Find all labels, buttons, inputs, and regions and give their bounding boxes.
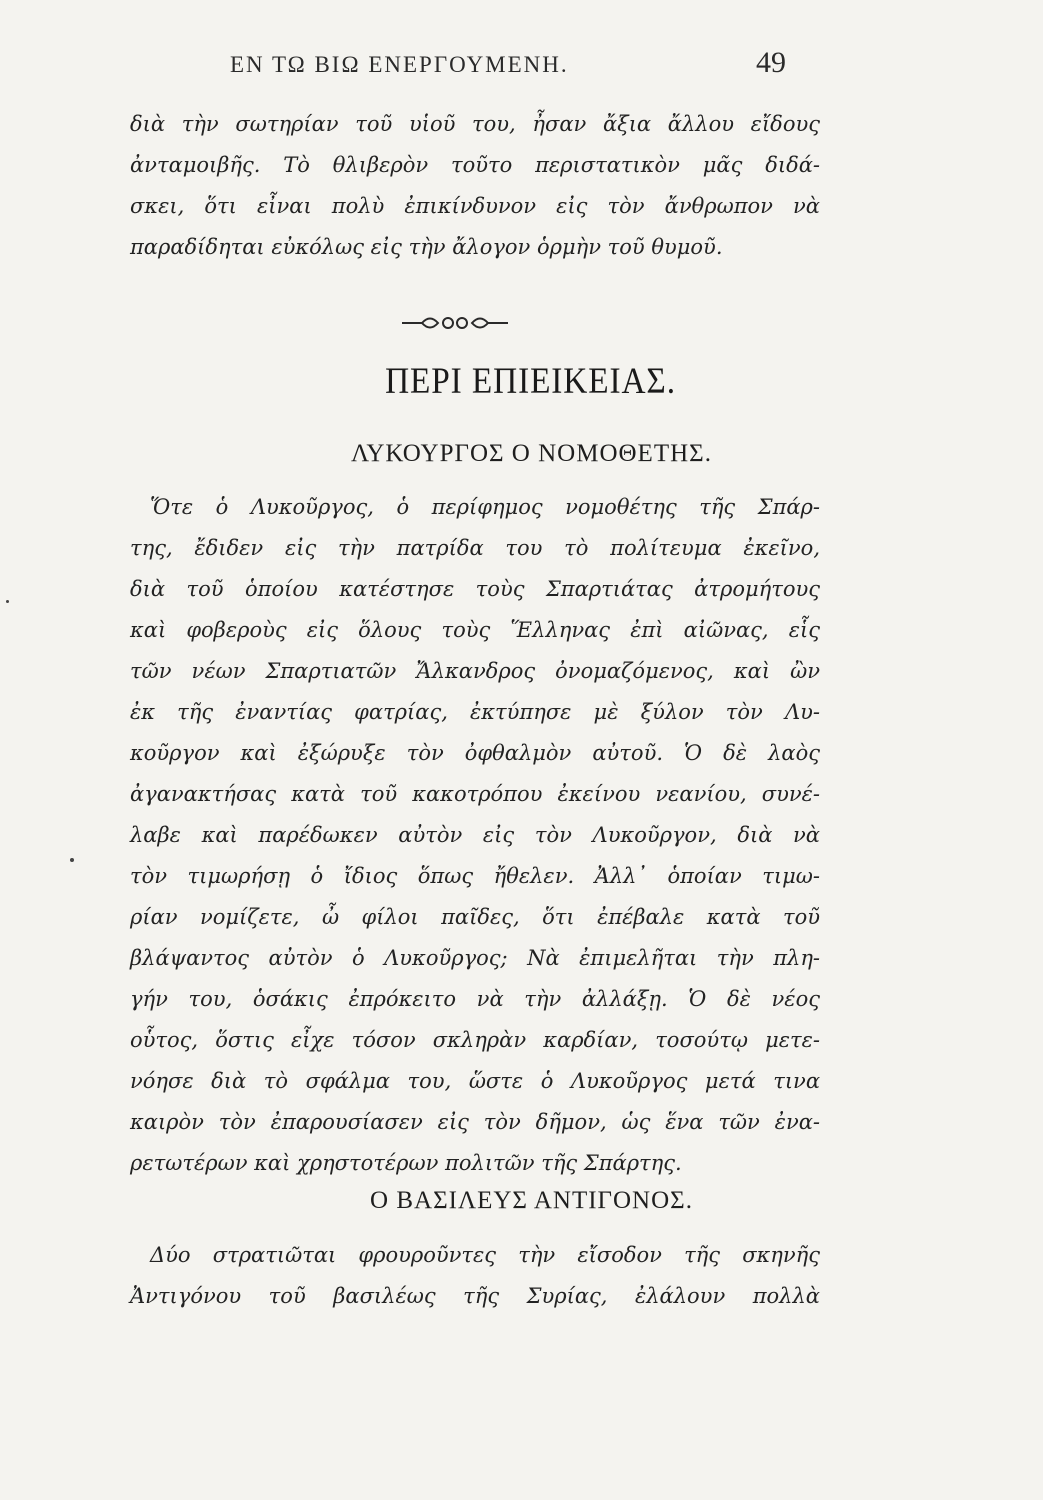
print-speck bbox=[70, 858, 74, 862]
story-paragraph-lycurgus bbox=[130, 487, 820, 1184]
text-line: βλάψαντος αὐτὸν ὁ Λυκοῦργος; Νὰ ἐπιμελῆται τὴν πλη- bbox=[130, 946, 820, 970]
text-line: Δύο στρατιῶται φρουροῦντες τὴν εἴσοδον τῆς σκηνῆς bbox=[150, 1243, 820, 1267]
text-line: ἀνταμοιβῆς. Τὸ θλιβερὸν τοῦτο περιστατικὸν μᾶς διδά- bbox=[130, 153, 820, 177]
text-line: ρίαν νομίζετε, ὦ φίλοι παῖδες, ὅτι ἐπέβαλε κατὰ τοῦ bbox=[130, 905, 820, 929]
text-line: διὰ τοῦ ὁποίου κατέστησε τοὺς Σπαρτιάτας ἀτρομήτους bbox=[130, 577, 820, 601]
running-title: ΕΝ ΤΩ ΒΙΩ ΕΝΕΡΓΟΥΜΕΝΗ. bbox=[230, 52, 569, 77]
text-line: καὶ φοβεροὺς εἰς ὅλους τοὺς Ἕλληνας ἐπὶ αἰῶνας, εἷς bbox=[130, 618, 820, 642]
text-line: κοῦργον καὶ ἐξώρυξε τὸν ὀφθαλμὸν αὐτοῦ. Ὁ δὲ λαὸς bbox=[130, 741, 820, 765]
text-line: λαβε καὶ παρέδωκεν αὐτὸν εἰς τὸν Λυκοῦργον, διὰ νὰ bbox=[130, 823, 820, 847]
text-line: ἐκ τῆς ἐναντίας φατρίας, ἐκτύπησε μὲ ξύλον τὸν Λυ- bbox=[130, 700, 820, 724]
print-speck bbox=[6, 600, 9, 603]
section-title: ΠΕΡΙ ΕΠΙΕΙΚΕΙΑΣ. bbox=[385, 361, 676, 402]
text-line: Ὅτε ὁ Λυκοῦργος, ὁ περίφημος νομοθέτης τῆς Σπάρ- bbox=[150, 495, 820, 519]
text-line: διὰ τὴν σωτηρίαν τοῦ υἱοῦ του, ἦσαν ἄξια ἄλλου εἴδους bbox=[130, 112, 820, 136]
text-line: τὸν τιμωρήσῃ ὁ ἴδιος ὅπως ἤθελεν. Ἀλλ᾽ ὁποίαν τιμω- bbox=[130, 864, 820, 888]
text-line: της, ἔδιδεν εἰς τὴν πατρίδα του τὸ πολίτευμα ἐκεῖνο, bbox=[130, 536, 820, 560]
text-line: νόησε διὰ τὸ σφάλμα του, ὥστε ὁ Λυκοῦργος μετά τινα bbox=[130, 1069, 820, 1093]
page-number: 49 bbox=[756, 46, 786, 79]
story-heading-antigonus: Ο ΒΑΣΙΛΕΥΣ ΑΝΤΙΓΟΝΟΣ. bbox=[370, 1187, 693, 1214]
text-line: οὗτος, ὅστις εἶχε τόσον σκληρὰν καρδίαν, τοσούτῳ μετε- bbox=[130, 1028, 820, 1052]
text-line: γήν του, ὁσάκις ἐπρόκειτο νὰ τὴν ἀλλάξῃ. Ὁ δὲ νέος bbox=[130, 987, 820, 1011]
text-line: καιρὸν τὸν ἐπαρουσίασεν εἰς τὸν δῆμον, ὡς ἕνα τῶν ἐνα- bbox=[130, 1110, 820, 1134]
intro-paragraph bbox=[130, 104, 820, 268]
text-line: Ἀντιγόνου τοῦ βασιλέως τῆς Συρίας, ἐλάλουν πολλὰ bbox=[130, 1284, 820, 1308]
text-line: ρετωτέρων καὶ χρηστοτέρων πολιτῶν τῆς Σπάρτης. bbox=[130, 1151, 682, 1175]
text-line: ἀγανακτήσας κατὰ τοῦ κακοτρόπου ἐκείνου νεανίου, συνέ- bbox=[130, 782, 820, 806]
story-heading-lycurgus: ΛΥΚΟΥΡΓΟΣ Ο ΝΟΜΟΘΕΤΗΣ. bbox=[351, 440, 712, 467]
text-line: σκει, ὅτι εἶναι πολὺ ἐπικίνδυνον εἰς τὸν ἄνθρωπον νὰ bbox=[130, 194, 820, 218]
fleuron-ornament bbox=[400, 312, 510, 334]
story-paragraph-antigonus bbox=[130, 1235, 820, 1317]
text-line: παραδίδηται εὐκόλως εἰς τὴν ἄλογον ὁρμὴν τοῦ θυμοῦ. bbox=[130, 235, 723, 259]
text-line: τῶν νέων Σπαρτιατῶν Ἄλκανδρος ὀνομαζόμενος, καὶ ὢν bbox=[130, 659, 820, 683]
